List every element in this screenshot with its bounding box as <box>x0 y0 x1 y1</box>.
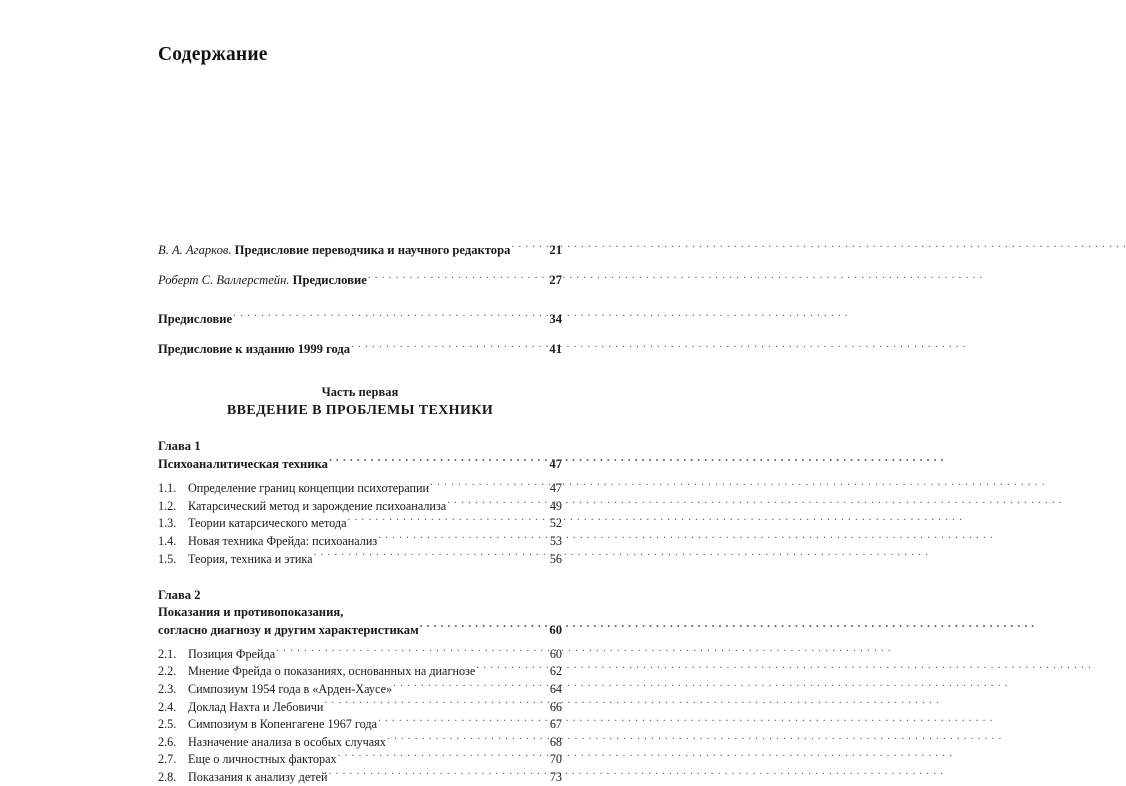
dot-leader <box>393 681 544 693</box>
chapter-title-text: Психоаналитическая техника <box>158 456 328 471</box>
dot-leader <box>329 455 544 468</box>
section-label: Симпозиум в Копенгагене 1967 года <box>188 717 377 732</box>
part-kicker: Часть первая <box>321 385 399 400</box>
dot-leader <box>420 621 544 634</box>
section-page-number: 53 <box>549 533 562 548</box>
toc-entry-section[interactable] <box>158 550 562 568</box>
section-number: 2.2. <box>158 664 177 679</box>
section-label: Симпозиум 1954 года в «Арден-Хаусе» <box>188 681 393 696</box>
section-page-number: 67 <box>549 717 562 732</box>
section-page-number: 47 <box>549 481 562 496</box>
section-number: 2.7. <box>158 752 177 767</box>
section-page-number: 66 <box>549 699 562 714</box>
section-label: Новая техника Фрейда: психоанализ <box>188 533 378 548</box>
entry-page-number: 27 <box>549 273 562 288</box>
toc-entry-front[interactable] <box>158 272 562 290</box>
entry-page-number: 21 <box>549 242 562 257</box>
toc-entry-front[interactable] <box>158 310 562 328</box>
section-page-number: 64 <box>549 681 562 696</box>
dot-leader <box>314 550 545 562</box>
chapter-block <box>158 587 562 786</box>
section-number: 1.1. <box>158 481 177 496</box>
section-number: 2.5. <box>158 717 177 732</box>
dot-leader <box>351 341 544 354</box>
entry-title: Предисловие <box>158 311 233 326</box>
section-number: 2.1. <box>158 646 177 661</box>
section-page-number: 62 <box>549 664 562 679</box>
section-number: 1.5. <box>158 551 177 566</box>
section-number: 2.8. <box>158 769 177 784</box>
front-matter-list <box>158 241 562 358</box>
chapter-title[interactable] <box>158 455 562 473</box>
section-label: Показания к анализу детей <box>188 769 328 784</box>
dot-leader <box>276 646 544 658</box>
entry-author: В. А. Агарков. <box>158 242 232 257</box>
section-number: 2.6. <box>158 734 177 749</box>
section-page-number: 70 <box>549 752 562 767</box>
section-number: 1.2. <box>158 498 177 513</box>
section-number: 1.3. <box>158 516 177 531</box>
dot-leader <box>368 272 544 285</box>
dot-leader <box>378 533 544 545</box>
dot-leader <box>476 663 544 675</box>
entry-title: Предисловие переводчика и научного редактора <box>234 242 511 257</box>
section-label: Позиция Фрейда <box>188 646 276 661</box>
section-page-number: 52 <box>549 516 562 531</box>
dot-leader <box>324 698 544 710</box>
dot-leader <box>329 769 544 781</box>
section-label: Еще о личностных факторах <box>188 752 337 767</box>
entry-page-number: 34 <box>549 311 562 326</box>
toc-content <box>158 241 562 786</box>
section-page-number: 73 <box>549 769 562 784</box>
dot-leader <box>430 480 544 492</box>
page-title: Содержание <box>158 44 268 65</box>
section-label: Катарсический метод и зарождение психоанализа <box>188 498 447 513</box>
dot-leader <box>447 498 544 510</box>
dot-leader <box>338 751 544 763</box>
section-list <box>158 646 562 786</box>
entry-title: Предисловие к изданию 1999 года <box>158 342 351 357</box>
dot-leader <box>348 515 544 527</box>
section-label: Мнение Фрейда о показаниях, основанных на диагнозе <box>188 664 476 679</box>
section-page-number: 49 <box>549 498 562 513</box>
section-number: 1.4. <box>158 533 177 548</box>
chapter-title[interactable] <box>158 604 562 639</box>
dot-leader <box>387 734 544 746</box>
entry-page-number: 41 <box>549 342 562 357</box>
chapter-number: Глава 2 <box>158 587 201 602</box>
section-page-number: 60 <box>549 646 562 661</box>
section-number: 2.4. <box>158 699 177 714</box>
chapter-page-number: 47 <box>549 456 562 471</box>
chapter-page-number: 60 <box>549 622 562 637</box>
section-label: Теории катарсического метода <box>188 516 347 531</box>
chapter-title-line-1: Показания и противопоказания, <box>158 604 344 619</box>
section-page-number: 56 <box>549 551 562 566</box>
entry-author: Роберт С. Валлерстейн. <box>158 273 290 288</box>
section-label: Определение границ концепции психотерапии <box>188 481 430 496</box>
dot-leader <box>233 310 544 323</box>
part-heading <box>158 384 562 419</box>
toc-entry-front[interactable] <box>158 241 562 259</box>
part-name: ВВЕДЕНИЕ В ПРОБЛЕМЫ ТЕХНИКИ <box>226 403 494 419</box>
dot-leader <box>378 716 544 728</box>
chapter-number: Глава 1 <box>158 439 201 454</box>
section-label: Доклад Нахта и Лебовичи <box>188 699 324 714</box>
section-label: Назначение анализа в особых случаях <box>188 734 386 749</box>
toc-entry-front[interactable] <box>158 341 562 359</box>
section-list <box>158 480 562 568</box>
entry-title: Предисловие <box>292 273 367 288</box>
section-page-number: 68 <box>549 734 562 749</box>
chapter-title-line-2: согласно диагнозу и другим характеристикам <box>158 622 419 637</box>
dot-leader <box>511 241 544 254</box>
section-label: Теория, техника и этика <box>188 551 313 566</box>
toc-entry-section[interactable] <box>158 769 562 786</box>
section-number: 2.3. <box>158 681 177 696</box>
chapter-block <box>158 438 562 568</box>
